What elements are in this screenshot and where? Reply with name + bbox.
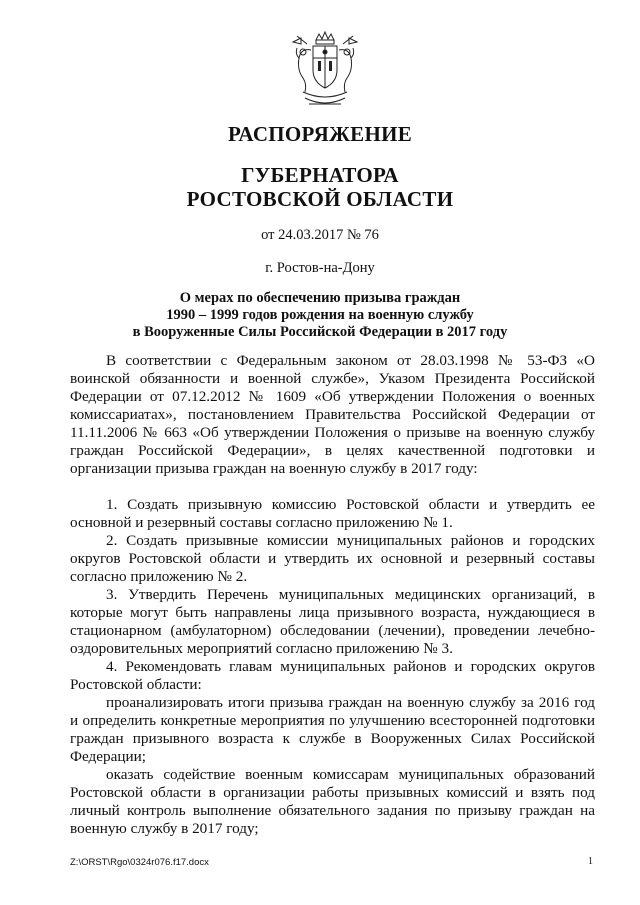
- order-items-section: [70, 496, 595, 838]
- order-subitem: проанализировать итоги призыва граждан на военную службу за 2016 год и определить конкретные мероприятия по улучшению всесторонней подготовки граждан призывного возраста к службе в Вооруженных Силах Российской Федерации;: [70, 694, 595, 765]
- preamble-section: [70, 352, 595, 478]
- authority-heading-line1: ГУБЕРНАТОРА: [241, 163, 399, 187]
- order-item: 1. Создать призывную комиссию Ростовской области и утвердить ее основной и резервный составы согласно приложению № 1.: [70, 496, 595, 531]
- order-item: 3. Утвердить Перечень муниципальных медицинских организаций, в которые могут быть направлены лица призывного возраста, нуждающиеся в стационарном (амбулаторном) обследовании (лечении), проведении лечебно-оздоровительных мероприятий согласно приложению № 3.: [70, 586, 595, 657]
- page-number: 1: [588, 856, 593, 867]
- order-item: 4. Рекомендовать главам муниципальных районов и городских округов Ростовской области:: [70, 658, 595, 693]
- title-line: в Вооруженные Силы Российской Федерации в 2017 году: [132, 324, 508, 340]
- title-line: О мерах по обеспечению призыва граждан: [179, 290, 461, 306]
- order-item: 2. Создать призывные комиссии муниципальных районов и городских округов Ростовской области и утвердить их основной и резервный составы согласно приложению № 2.: [70, 532, 595, 585]
- city-line: г. Ростов-на-Дону: [265, 260, 375, 276]
- footer-file-path: Z:\ORST\Rgo\0324r076.f17.docx: [70, 857, 209, 868]
- document-type-heading: РАСПОРЯЖЕНИЕ: [227, 122, 413, 146]
- authority-heading-line2: РОСТОВСКОЙ ОБЛАСТИ: [186, 187, 454, 211]
- title-line: 1990 – 1999 годов рождения на военную службу: [166, 307, 474, 323]
- coat-of-arms-icon: [289, 30, 361, 112]
- preamble-paragraph: В соответствии с Федеральным законом от 28.03.1998 № 53-ФЗ «О воинской обязанности и военной службе», Указом Президента Российской Федерации от 07.12.2012 № 1609 «Об утверждении Положения о военных комиссариатах», постановлением Правительства Российской Федерации от 11.11.2006 № 663 «Об утверждении Положения о призыве на военную службу граждан Российской Федерации», в целях качественной подготовки и организации призыва граждан на военную службу в 2017 году:: [70, 352, 595, 477]
- document-title: [0, 290, 640, 341]
- date-and-number: от 24.03.2017 № 76: [261, 227, 379, 243]
- order-subitem: оказать содействие военным комиссарам муниципальных образований Ростовской области в организации работы призывных комиссий и взять под личный контроль выполнение обязательного задания по призыву граждан на военную службу в 2017 году;: [70, 766, 595, 837]
